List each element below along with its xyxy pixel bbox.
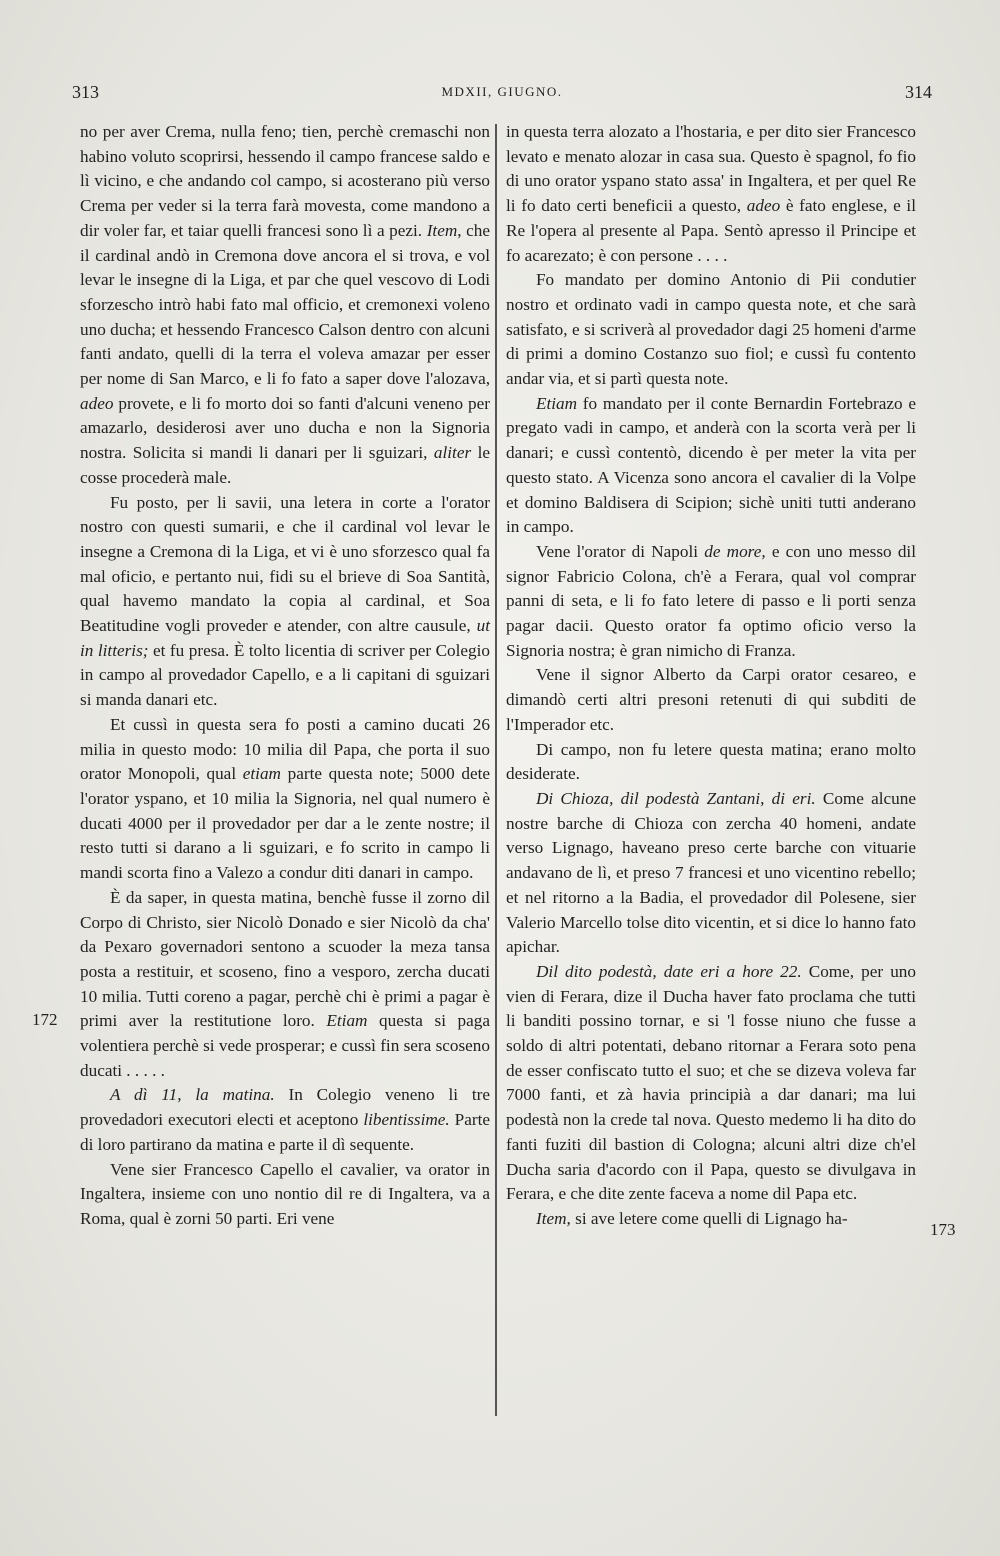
page-number-right: 314 — [905, 82, 932, 102]
paragraph: no per aver Crema, nulla feno; tien, perchè cremaschi non habino voluto scoprirsi, hessendo il campo francese saldo e lì vicino, e che andando col campo, si acosterano più verso Crema per veder si la terra farà movesta, come mandono a dir voler far, et taiar quelli francesi sono lì a pezi. Item, che il cardinal andò in Cremona dove ancora el si trova, e vol levar le insegne di la Liga, et par che quel vescovo di Lodi sforzescho intrò habi fato mal officio, et cremonexi voleno uno ducha; et hessendo Francesco Calson dentro con alcuni fanti andato, quelli di la terra el voleva amazar per esser per nome di San Marco, e li fo fato a saper dove l'alozava, adeo provete, e li fo morto doi so fanti d'alcuni veneno per amazarlo, desiderosi aver uno ducha e non la Signoria nostra. Solicita si mandi li danari per li sguizari, aliter le cosse procederà male. — [80, 122, 491, 487]
right-column — [506, 120, 916, 1232]
left-column — [80, 120, 490, 1232]
paragraph: Di Chioza, dil podestà Zantani, di eri. Come alcune nostre barche di Chioza con zercha 40 homeni, andate verso Lignago, haveano preso certe barche con vituarie andavano de lì, et preso 7 francesi et uno vicentino rebello; et nel ritorno a la Badia, el provedador dil Polesene, sier Valerio Marcello tolse dito vicentin, et si dice lo hanno fato apichar. — [506, 788, 916, 957]
paragraph: È da saper, in questa matina, benchè fusse il zorno dil Corpo di Christo, sier Nicolò Donado e sier Nicolò da cha' da Pexaro governadori sentono a scuoder la meza tansa posta a restituir, et scoseno, fino a vesporo, zercha ducati 10 milia. Tutti coreno a pagar, perchè chi è primi a pagar è primi aver la restitutione loro. Etiam questa si paga volentiera perchè si vede prosperar; e cussì fin sera scoseno ducati . . . . . — [80, 887, 490, 1080]
paragraph: Item, si ave letere come quelli di Lignago ha- — [536, 1208, 848, 1228]
paragraph: Vene sier Francesco Capello el cavalier, va orator in Ingaltera, insieme con uno nontio dil re di Ingaltera, va a Roma, qual è zorni 50 parti. Eri vene — [80, 1159, 490, 1228]
margin-number-right: 173 — [930, 1220, 956, 1239]
paragraph: Vene l'orator di Napoli de more, e con uno messo dil signor Fabricio Colona, ch'è a Ferara, qual vol comprar panni di seta, e li fo fato letere di passo e li porti senza pagar dacii. Questo orator fa optimo oficio verso la Signoria nostra; è gran nimicho di Franza. — [506, 541, 916, 660]
running-header — [72, 82, 932, 112]
paragraph: Fu posto, per li savii, una letera in corte a l'orator nostro con questi sumarii, e che il cardinal vol levar le insegne a Cremona di la Liga, et vi è uno sforzesco qual fa mal oficio, e pertanto nui, fidi su el brieve di Soa Santità, qual havemo mandato la copia al cardinal, et Soa Beatitudine vogli proveder e atender, con altre causule, ut in litteris; et fu presa. È tolto licentia di scriver per Colegio in campo al provedador Capello, e a li capitani di sguizari si manda danari etc. — [80, 492, 490, 710]
paragraph: A dì 11, la matina. In Colegio veneno li tre provedadori executori electi et aceptono libentissime. Parte di loro partirano da matina e parte il dì sequente. — [80, 1085, 490, 1154]
column-divider — [495, 124, 497, 1416]
paragraph: Di campo, non fu letere questa matina; erano molto desiderate. — [506, 739, 916, 784]
paragraph: Vene il signor Alberto da Carpi orator cesareo, e dimandò certi altri presoni retenuti di qui subditi de l'Imperador etc. — [506, 665, 916, 734]
margin-number-left: 172 — [32, 1010, 58, 1029]
paragraph: Dil dito podestà, date eri a hore 22. Come, per uno vien di Ferara, dize il Ducha haver fato proclama che tutti li banditi possino tornar, e si 'l fosse niuno che fusse a soldo di altri potentati, debano ritornar a Ferara soto pena de esser confiscato tutto el suo; et che se dizeva voleva far 7000 fanti, et zà havia principià a dar danari; ma lui podestà non la crede tal nova. Questo medemo li ha dito do fanti fuziti dil bastion di Cologna; alcuni altri dize ch'el Ducha saria d'acordo con il Papa, questo se divulgava in Ferara, e che dite zente faceva a nome dil Papa etc. — [506, 961, 916, 1204]
paragraph: Fo mandato per domino Antonio di Pii condutier nostro et ordinato vadi in campo questa note, et che sarà satisfato, e si scriverà al provedador dagi 25 homeni d'arme di primi a domino Costanzo suo fiol; e cussì fu contento andar via, et si partì questa note. — [506, 270, 916, 389]
paragraph: Et cussì in questa sera fo posti a camino ducati 26 milia in questo modo: 10 milia dil Papa, che porta il suo orator Monopoli, qual etiam parte questa note; 5000 dete l'orator yspano, et 10 milia la Signoria, nel qual numero è ducati 4000 per il provedador per dar a le zente nostre; il resto tutti si darano a li sguizari, e fo scrito in campo li mandi scorta fino a Valezo a condur diti danari in campo. — [80, 714, 490, 883]
running-title: MDXII, GIUGNO. — [441, 84, 563, 99]
paragraph: Etiam fo mandato per il conte Bernardin Fortebrazo e pregato vadi in campo, et anderà con la scorta verà per li danari; e cussì contentò, dicendo è per meter la vita per questo stato. A Vicenza sono ancora el cavalier di la Volpe et domino Baldisera di Scipion; sichè uniti tutti anderano in campo. — [506, 393, 916, 537]
page-number-left: 313 — [72, 82, 99, 102]
paragraph: in questa terra alozato a l'hostaria, e per dito sier Francesco levato e menato alozar in casa sua. Questo è spagnol, fo fio di uno orator yspano stato assa' in Ingaltera, et per quel Re li fo dato certi beneficii a questo, adeo è fato englese, e il Re l'opera al presente al Papa. Sentò apresso il Principe et fo acarezato; è con persone . . . . — [506, 122, 916, 265]
